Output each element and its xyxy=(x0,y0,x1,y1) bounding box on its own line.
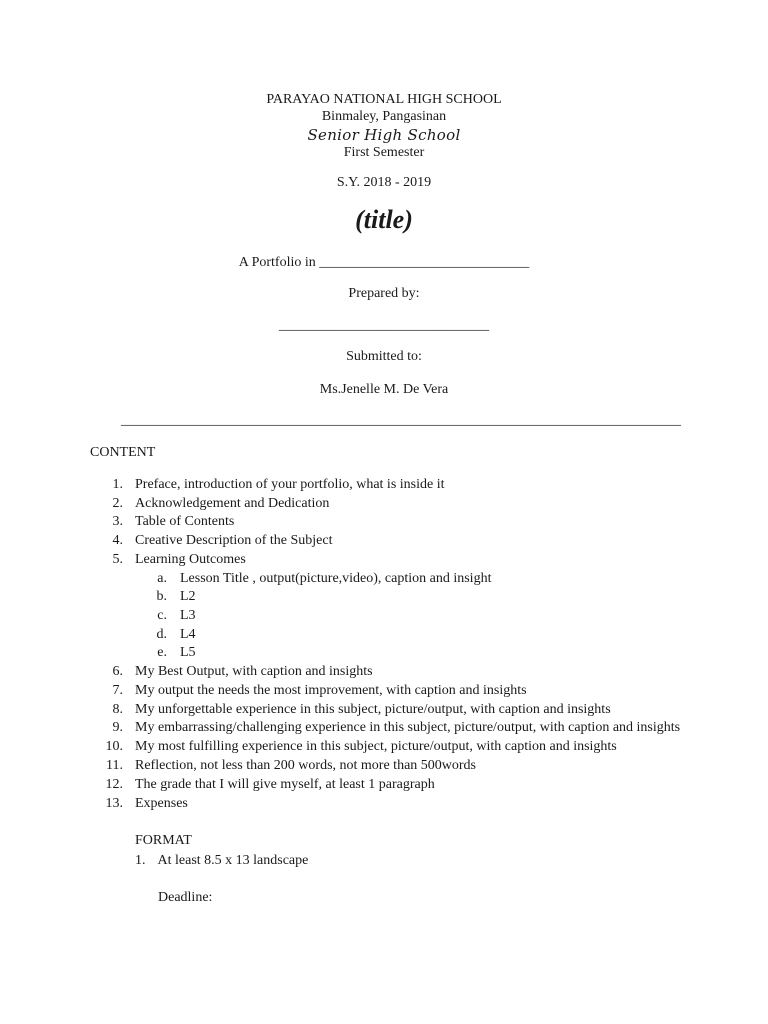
prepared-by-label: Prepared by: xyxy=(348,286,420,301)
list-item: 12. The grade that I will give myself, at least 1 paragraph xyxy=(105,777,435,792)
section-divider: ________________________________________________________________________________ xyxy=(121,413,681,428)
list-item: 11. Reflection, not less than 200 words, not more than 500words xyxy=(106,758,477,773)
list-item: 1. Preface, introduction of your portfolio, what is inside it xyxy=(112,477,445,492)
submitted-to-label: Submitted to: xyxy=(346,349,422,364)
document-title: (title) xyxy=(355,205,413,234)
teacher-name: Ms.Jenelle M. De Vera xyxy=(319,382,449,397)
prepared-by-blank: ______________________________ xyxy=(279,318,489,333)
deadline-label: Deadline: xyxy=(158,890,213,905)
list-subitem: d. L4 xyxy=(156,627,196,642)
school-year: S.Y. 2018 - 2019 xyxy=(336,175,432,190)
list-item: 6. My Best Output, with caption and insights xyxy=(112,664,373,679)
school-name: PARAYAO NATIONAL HIGH SCHOOL xyxy=(266,92,502,107)
list-item: 5. Learning Outcomes xyxy=(112,552,246,567)
list-subitem: e. L5 xyxy=(157,645,196,660)
list-item: 8. My unforgettable experience in this subject, picture/output, with caption and insights xyxy=(112,702,611,717)
school-location: Binmaley, Pangasinan xyxy=(321,109,447,124)
list-subitem: a. Lesson Title , output(picture,video), caption and insight xyxy=(157,571,492,586)
format-heading: FORMAT xyxy=(135,833,192,848)
list-item: 7. My output the needs the most improvement, with caption and insights xyxy=(112,683,527,698)
list-item: 4. Creative Description of the Subject xyxy=(112,533,333,548)
school-division: Senior High School xyxy=(307,126,461,144)
list-item: 10. My most fulfilling experience in this subject, picture/output, with caption and insights xyxy=(105,739,617,754)
list-item: 3. Table of Contents xyxy=(112,514,235,529)
portfolio-line: A Portfolio in ______________________________ xyxy=(238,255,530,270)
list-subitem: c. L3 xyxy=(157,608,196,623)
list-item: 2. Acknowledgement and Dedication xyxy=(112,496,330,511)
semester: First Semester xyxy=(343,145,425,160)
format-item: 1. At least 8.5 x 13 landscape xyxy=(135,853,309,868)
content-heading: CONTENT xyxy=(90,445,156,460)
list-item: 13. Expenses xyxy=(105,796,188,811)
list-subitem: b. L2 xyxy=(156,589,196,604)
list-item: 9. My embarrassing/challenging experience in this subject, picture/output, with caption and insights xyxy=(112,720,681,735)
